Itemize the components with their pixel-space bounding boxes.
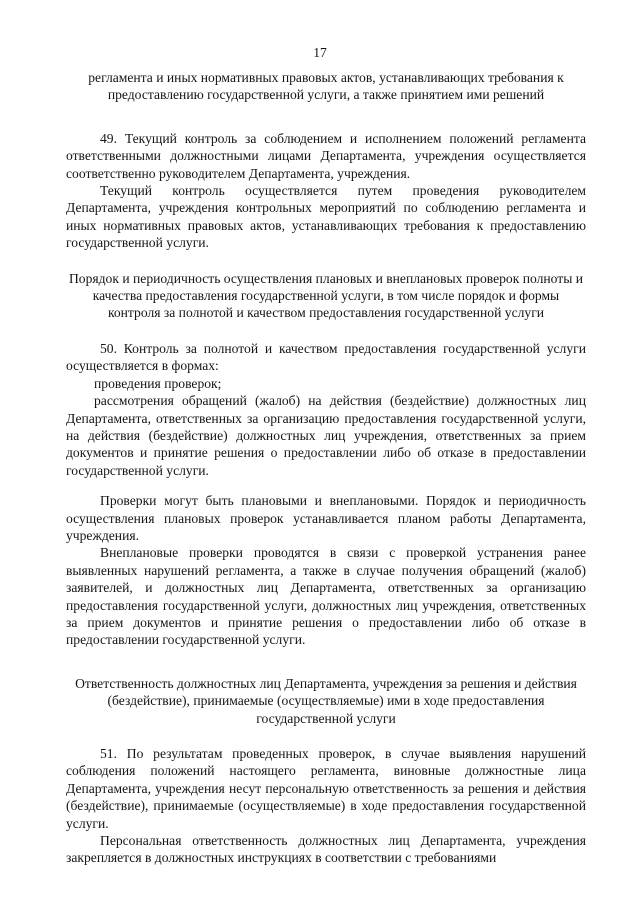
paragraph-50-2: проведения проверок;	[94, 375, 222, 391]
paragraph-50-4: Проверки могут быть плановыми и внеплановыми. Порядок и периодичность осуществления плановых проверок устанавливается планом работы Департамента, учреждения.	[66, 493, 586, 543]
paragraph-51-2: Персональная ответственность должностных лиц Департамента, учреждения закрепляется в должностных инструкциях в соответствии с требованиями	[66, 833, 586, 866]
document-body	[66, 69, 586, 867]
paragraph-50-3: рассмотрения обращений (жалоб) на действия (бездействие) должностных лиц Департамента, ответственных за организацию предоставления государственной услуги, на действия (бездействие) должностных лиц учреждения, ответственных за прием документов и принятие решения о предоставлении либо об отказе в предоставлении государственной услуги.	[66, 393, 586, 478]
paragraph-50-1: 50. Контроль за полнотой и качеством предоставления государственной услуги осуществляется в формах:	[66, 340, 586, 374]
continuation-paragraph: регламента и иных нормативных правовых актов, устанавливающих требования к предоставлению государственной услуги, а также принятием ими решений	[88, 70, 564, 103]
section-heading-responsibility: Ответственность должностных лиц Департамента, учреждения за решения и действия (бездействие), принимаемые (осуществляемые) ими в ходе предоставления государственной услуги	[75, 675, 577, 726]
paragraph-50-5: Внеплановые проверки проводятся в связи с проверкой устранения ранее выявленных нарушений регламента, а также в случае получения обращений (жалоб) заявителей, и должностных лиц Департамента, ответственных за организацию предоставления государственной услуги, должностных лиц учреждения, ответственных за прием документов и принятие решения о предоставлении либо об отказе в предоставлении государственной услуги.	[66, 545, 586, 648]
section-heading-inspections: Порядок и периодичность осуществления плановых и внеплановых проверок полноты и качества предоставления государственной услуги, в том числе порядок и формы контроля за полнотой и качеством предоставления государственной услуги	[68, 270, 584, 321]
paragraph-49-2: Текущий контроль осуществляется путем проведения руководителем Департамента, учреждения контрольных мероприятий по соблюдению регламента и иных нормативных правовых актов, устанавливающих требования к предоставлению государственной услуги.	[66, 183, 586, 251]
page-number: 17	[313, 45, 327, 60]
paragraph-51-1: 51. По результатам проведенных проверок, в случае выявления нарушений соблюдения положений настоящего регламента, виновные должностные лица Департамента, учреждения несут персональную ответственность за решения и действия (бездействие), принимаемые (осуществляемые) в ходе предоставления государственной услуги.	[66, 746, 586, 831]
paragraph-49-1: 49. Текущий контроль за соблюдением и исполнением положений регламента ответственными должностными лицами Департамента, учреждения осуществляется соответственно руководителем Департамента, учреждения.	[66, 130, 586, 181]
